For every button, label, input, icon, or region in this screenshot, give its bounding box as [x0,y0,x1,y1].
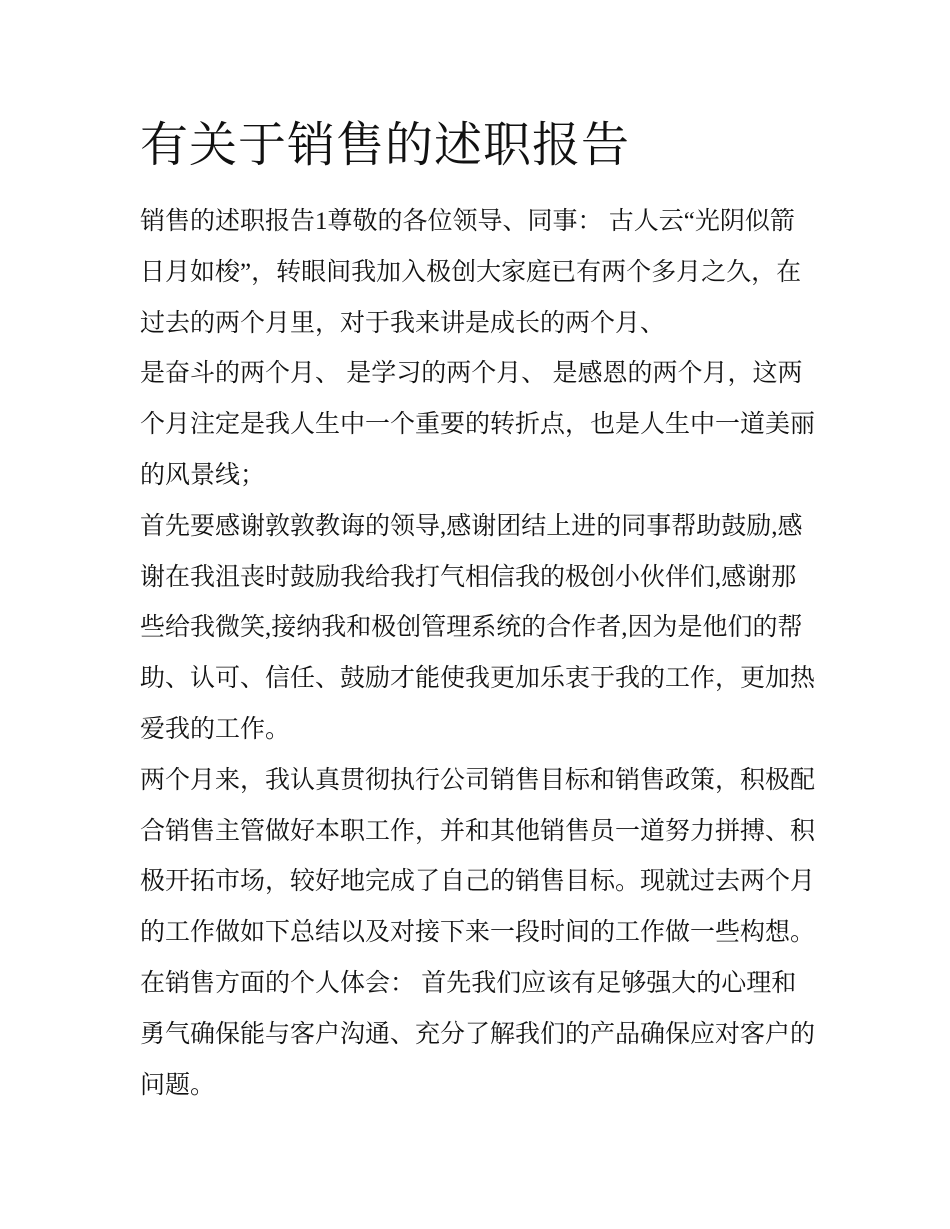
text-line: 的风景线； [140,461,266,489]
document-body [140,204,820,1118]
text-line: 合销售主管做好本职工作，并和其他销售员一道努力拼搏、积 [140,817,816,845]
text-line: 日月如梭”，转眼间我加入极创大家庭已有两个多月之久，在 [140,258,802,286]
text-line: 个月注定是我人生中一个重要的转折点，也是人生中一道美丽 [140,411,816,439]
text-line: 在销售方面的个人体会： 首先我们应该有足够强大的心理和 [140,969,797,997]
text-line: 谢在我沮丧时鼓励我给我打气相信我的极创小伙伴们,感谢那 [140,563,797,591]
text-line: 极开拓市场，较好地完成了自己的销售目标。现就过去两个月 [140,868,816,896]
text-line: 问题。 [140,1071,216,1099]
text-line: 的工作做如下总结以及对接下来一段时间的工作做一些构想。 [140,919,816,947]
document-title: 有关于销售的述职报告 [140,119,631,172]
text-line: 首先要感谢敦敦教诲的领导,感谢团结上进的同事帮助鼓励,感 [140,512,803,540]
text-line: 助、认可、信任、鼓励才能使我更加乐衷于我的工作，更加热 [140,665,816,693]
text-line: 过去的两个月里，对于我来讲是成长的两个月、 [140,309,666,337]
text-line: 销售的述职报告1尊敬的各位领导、同事： 古人云“光阴似箭 [140,208,795,235]
text-line: 些给我微笑,接纳我和极创管理系统的合作者,因为是他们的帮 [140,614,803,642]
text-line: 勇气确保能与客户沟通、充分了解我们的产品确保应对客户的 [140,1020,816,1048]
text-line: 是奋斗的两个月、 是学习的两个月、 是感恩的两个月，这两 [140,360,803,388]
text-line: 爱我的工作。 [140,715,291,743]
text-line: 两个月来，我认真贯彻执行公司销售目标和销售政策，积极配 [140,766,816,794]
